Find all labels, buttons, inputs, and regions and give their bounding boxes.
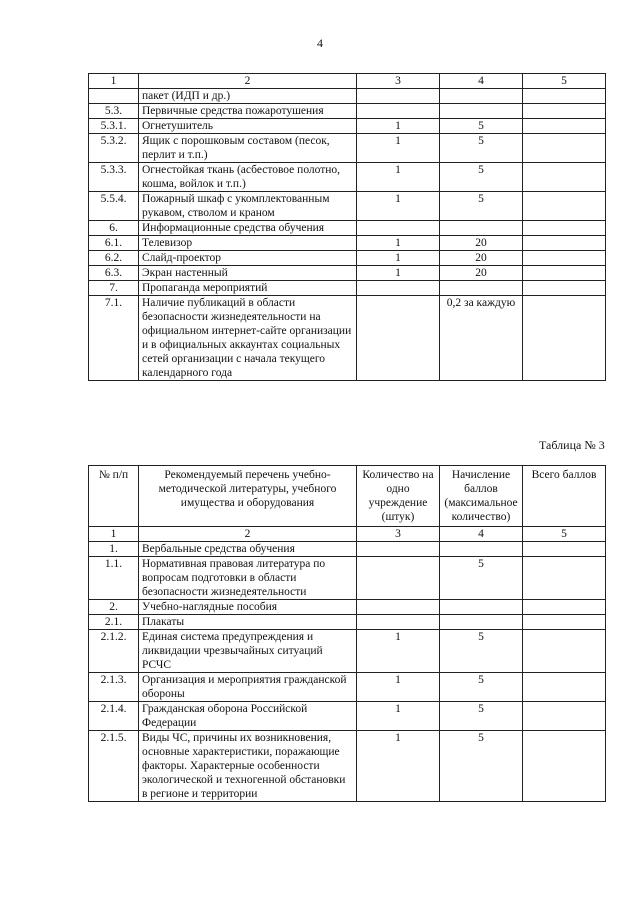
item-name: Нормативная правовая литература по вопросам подготовки в области безопасности жизнедеятельности	[139, 557, 357, 600]
item-name: Пропаганда мероприятий	[139, 281, 357, 296]
item-name: Огнестойкая ткань (асбестовое полотно, кошма, войлок и т.п.)	[139, 163, 357, 192]
item-total	[523, 600, 606, 615]
item-number: 6.	[89, 221, 139, 236]
item-total	[523, 104, 606, 119]
item-number: 5.3.1.	[89, 119, 139, 134]
item-quantity	[357, 600, 440, 615]
item-number: 5.3.2.	[89, 134, 139, 163]
item-points: 5	[440, 134, 523, 163]
item-points	[440, 281, 523, 296]
col-number: 1	[89, 74, 139, 89]
item-points	[440, 89, 523, 104]
item-quantity	[357, 542, 440, 557]
table-caption: Таблица № 3	[539, 438, 605, 452]
table-row	[89, 673, 606, 702]
col-number: 2	[139, 74, 357, 89]
col-number: 4	[440, 527, 523, 542]
item-points	[440, 542, 523, 557]
table-row	[89, 236, 606, 251]
table-row	[89, 163, 606, 192]
column-number-row	[89, 527, 606, 542]
item-name: Учебно-наглядные пособия	[139, 600, 357, 615]
item-quantity: 1	[357, 251, 440, 266]
item-name: Гражданская оборона Российской Федерации	[139, 702, 357, 731]
item-quantity	[357, 221, 440, 236]
item-total	[523, 221, 606, 236]
item-number: 2.	[89, 600, 139, 615]
item-total	[523, 89, 606, 104]
item-points: 20	[440, 251, 523, 266]
col-number: 1	[89, 527, 139, 542]
table-row	[89, 281, 606, 296]
item-quantity: 1	[357, 266, 440, 281]
item-name: Огнетушитель	[139, 119, 357, 134]
item-name: Наличие публикаций в области безопасности жизнедеятельности на официальном интернет-сайте организации и в официальных аккаунтах социальных сетей организации с начала текущего календарного года	[139, 296, 357, 381]
equipment-table-continued	[88, 73, 606, 381]
table-row	[89, 296, 606, 381]
item-name: Вербальные средства обучения	[139, 542, 357, 557]
item-number: 5.5.4.	[89, 192, 139, 221]
item-total	[523, 296, 606, 381]
item-number: 5.3.	[89, 104, 139, 119]
table-row	[89, 192, 606, 221]
item-quantity: 1	[357, 119, 440, 134]
page-number: 4	[317, 36, 323, 50]
item-name: Слайд-проектор	[139, 251, 357, 266]
item-number: 6.3.	[89, 266, 139, 281]
item-total	[523, 119, 606, 134]
item-number: 1.	[89, 542, 139, 557]
item-points: 5	[440, 673, 523, 702]
table-row	[89, 134, 606, 163]
item-total	[523, 266, 606, 281]
item-number: 2.1.	[89, 615, 139, 630]
item-points	[440, 104, 523, 119]
item-total	[523, 702, 606, 731]
column-header: Рекомендуемый перечень учебно-методической литературы, учебного имущества и оборудования	[139, 466, 357, 527]
table-row	[89, 266, 606, 281]
item-quantity	[357, 557, 440, 600]
item-name: Плакаты	[139, 615, 357, 630]
table-row	[89, 702, 606, 731]
item-quantity	[357, 281, 440, 296]
item-total	[523, 542, 606, 557]
col-number: 2	[139, 527, 357, 542]
item-name: Организация и мероприятия гражданской обороны	[139, 673, 357, 702]
item-points: 20	[440, 266, 523, 281]
column-header: Количество на одно учреждение (штук)	[357, 466, 440, 527]
item-name: Единая система предупреждения и ликвидации чрезвычайных ситуаций РСЧС	[139, 630, 357, 673]
item-quantity: 1	[357, 630, 440, 673]
item-total	[523, 236, 606, 251]
item-total	[523, 630, 606, 673]
item-quantity: 1	[357, 192, 440, 221]
item-points: 5	[440, 557, 523, 600]
item-name: Первичные средства пожаротушения	[139, 104, 357, 119]
item-points	[440, 221, 523, 236]
item-number: 2.1.5.	[89, 731, 139, 802]
col-number: 3	[357, 527, 440, 542]
item-number: 6.2.	[89, 251, 139, 266]
col-number: 4	[440, 74, 523, 89]
item-total	[523, 557, 606, 600]
column-number-row	[89, 74, 606, 89]
item-number	[89, 89, 139, 104]
item-quantity	[357, 89, 440, 104]
item-name: Экран настенный	[139, 266, 357, 281]
item-number: 2.1.3.	[89, 673, 139, 702]
item-number: 7.1.	[89, 296, 139, 381]
table-row	[89, 119, 606, 134]
item-name: Информационные средства обучения	[139, 221, 357, 236]
item-name: Ящик с порошковым составом (песок, перлит и т.п.)	[139, 134, 357, 163]
item-total	[523, 673, 606, 702]
item-number: 7.	[89, 281, 139, 296]
item-total	[523, 134, 606, 163]
item-points: 5	[440, 702, 523, 731]
item-quantity	[357, 104, 440, 119]
table-row	[89, 557, 606, 600]
table-row	[89, 615, 606, 630]
item-points: 5	[440, 163, 523, 192]
item-points: 20	[440, 236, 523, 251]
item-points: 5	[440, 119, 523, 134]
item-points: 0,2 за каждую	[440, 296, 523, 381]
item-number: 6.1.	[89, 236, 139, 251]
table-row	[89, 221, 606, 236]
methodical-literature-table	[88, 465, 606, 802]
item-total	[523, 192, 606, 221]
item-total	[523, 281, 606, 296]
table-row	[89, 542, 606, 557]
item-total	[523, 731, 606, 802]
col-number: 5	[523, 74, 606, 89]
item-quantity: 1	[357, 163, 440, 192]
item-number: 2.1.4.	[89, 702, 139, 731]
col-number: 3	[357, 74, 440, 89]
item-name: Пожарный шкаф с укомплектованным рукавом, стволом и краном	[139, 192, 357, 221]
item-number: 2.1.2.	[89, 630, 139, 673]
item-number: 1.1.	[89, 557, 139, 600]
item-total	[523, 615, 606, 630]
col-number: 5	[523, 527, 606, 542]
table-row	[89, 600, 606, 615]
table-row	[89, 630, 606, 673]
item-name: пакет (ИДП и др.)	[139, 89, 357, 104]
item-quantity	[357, 615, 440, 630]
column-header: Всего баллов	[523, 466, 606, 527]
item-quantity: 1	[357, 134, 440, 163]
item-points: 5	[440, 192, 523, 221]
item-name: Виды ЧС, причины их возникновения, основные характеристики, поражающие факторы. Характерные особенности экологической и техногенной обстановки в регионе и территории	[139, 731, 357, 802]
column-header: Начисление баллов (максимальное количество)	[440, 466, 523, 527]
item-points: 5	[440, 731, 523, 802]
item-total	[523, 163, 606, 192]
item-number: 5.3.3.	[89, 163, 139, 192]
item-total	[523, 251, 606, 266]
item-quantity: 1	[357, 236, 440, 251]
table-header-row	[89, 466, 606, 527]
table-row	[89, 731, 606, 802]
table-row	[89, 89, 606, 104]
item-points	[440, 600, 523, 615]
item-quantity	[357, 296, 440, 381]
table-row	[89, 104, 606, 119]
column-header: № п/п	[89, 466, 139, 527]
item-quantity: 1	[357, 702, 440, 731]
item-quantity: 1	[357, 731, 440, 802]
item-points	[440, 615, 523, 630]
item-name: Телевизор	[139, 236, 357, 251]
item-quantity: 1	[357, 673, 440, 702]
item-points: 5	[440, 630, 523, 673]
table-row	[89, 251, 606, 266]
